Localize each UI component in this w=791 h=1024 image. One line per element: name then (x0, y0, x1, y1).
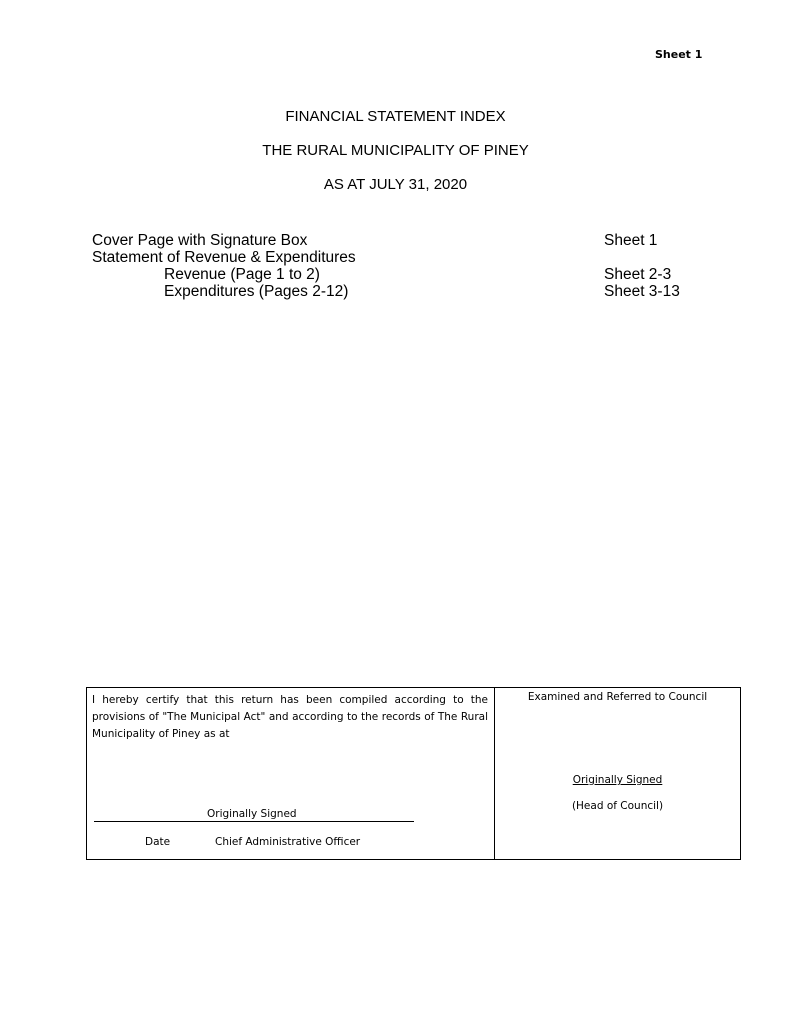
index-row-expenditures (92, 283, 712, 300)
head-of-council-label: (Head of Council) (571, 800, 664, 812)
examined-label: Examined and Referred to Council (527, 691, 708, 703)
index-row-statement (92, 249, 712, 266)
council-signature (495, 774, 740, 786)
index-row-revenue (92, 266, 712, 283)
index-row-label: Revenue (Page 1 to 2) (164, 266, 320, 283)
date-label: Date (145, 836, 171, 848)
index-row-label: Expenditures (Pages 2-12) (164, 283, 349, 300)
document-title: FINANCIAL STATEMENT INDEX (285, 108, 506, 125)
index-row-sheet: Sheet 3-13 (604, 283, 680, 300)
certification-statement: I hereby certify that this return has been compiled according to the provisions of "The Municipal Act" and according to the records of The Rural Municipality of Piney as at (92, 694, 488, 740)
officer-title: Chief Administrative Officer (215, 836, 361, 848)
signature-line (94, 821, 414, 822)
index-row-label: Statement of Revenue & Expenditures (92, 249, 356, 266)
index-row-sheet: Sheet 1 (604, 232, 658, 249)
council-signature-text: Originally Signed (572, 774, 663, 786)
index-list (92, 232, 712, 300)
signature-box (86, 687, 741, 860)
statement-date: AS AT JULY 31, 2020 (323, 176, 468, 193)
index-row-label: Cover Page with Signature Box (92, 232, 308, 249)
municipality-name: THE RURAL MUNICIPALITY OF PINEY (262, 142, 529, 159)
sheet-number: Sheet 1 (655, 48, 703, 61)
index-row-sheet: Sheet 2-3 (604, 266, 672, 283)
officer-signature: Originally Signed (207, 808, 297, 820)
index-row-cover-page (92, 232, 712, 249)
